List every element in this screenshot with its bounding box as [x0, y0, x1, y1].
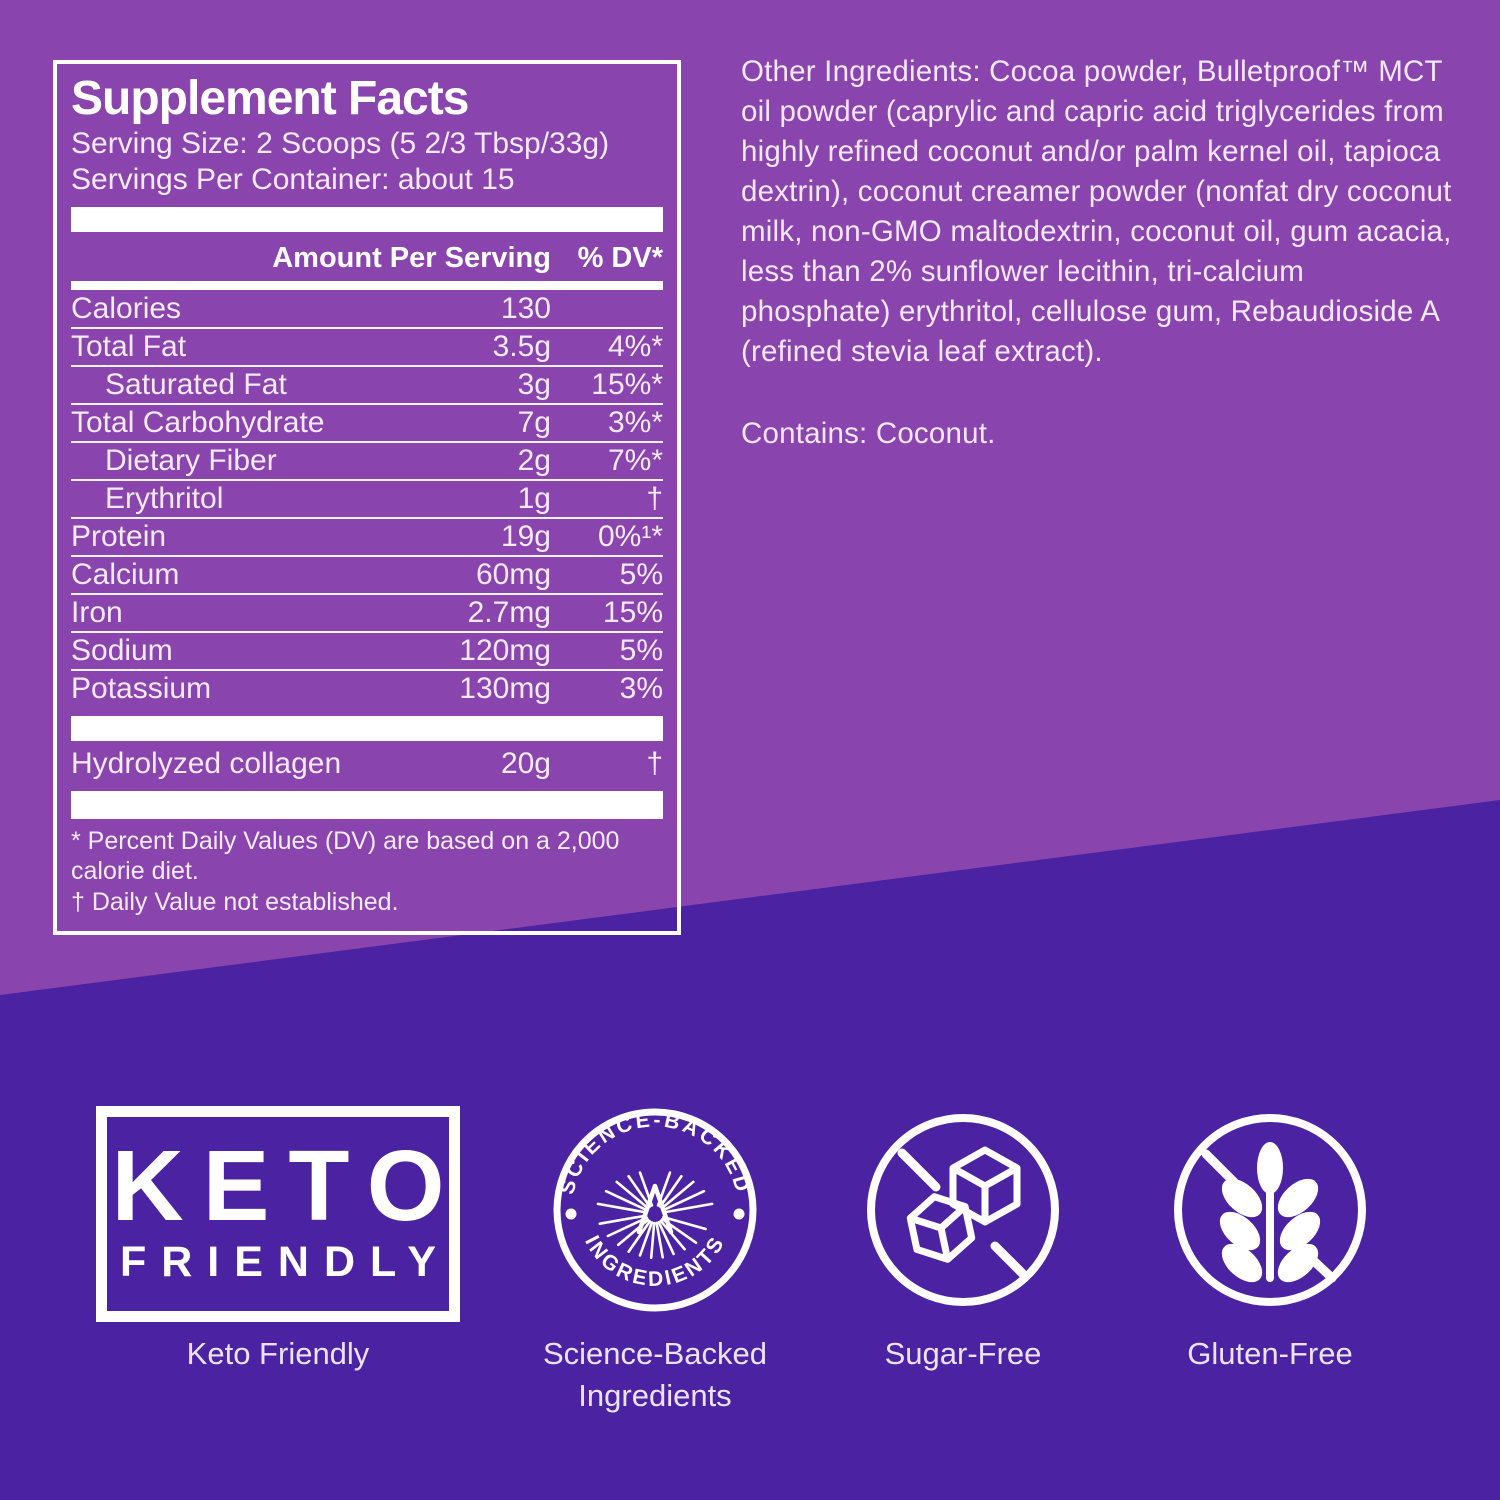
servings-per-container: Servings Per Container: about 15 — [71, 162, 515, 196]
nutrient-dv: † — [646, 481, 663, 515]
nutrient-name: Calories — [71, 291, 182, 325]
keto-badge-line1: KETO — [111, 1129, 464, 1242]
table-row-protein — [71, 519, 663, 557]
nutrient-name: Calcium — [71, 557, 180, 591]
nutrient-name: Potassium — [71, 671, 212, 705]
nutrient-dv: 3% — [619, 671, 663, 705]
nutrient-name: Erythritol — [105, 481, 224, 515]
footnote-daily-values: * Percent Daily Values (DV) are based on a 2,000 calorie diet. — [71, 826, 620, 885]
ring-dot-right — [734, 1209, 745, 1220]
nutrient-amount: 7g — [517, 405, 551, 439]
gluten-free-caption: Gluten-Free — [1187, 1336, 1353, 1371]
gluten-free-icon — [1166, 1106, 1374, 1314]
divider-bar-thick — [71, 716, 663, 741]
nutrient-name: Sodium — [71, 633, 173, 667]
nutrient-amount: 3.5g — [492, 329, 551, 363]
nutrient-amount: 19g — [500, 519, 551, 553]
table-row-total-carbohydrate — [71, 405, 663, 443]
sugar-cube-bottom — [907, 1191, 975, 1265]
table-row-calories — [71, 291, 663, 329]
keto-friendly-caption: Keto Friendly — [186, 1336, 370, 1371]
nutrient-amount: 2g — [517, 443, 551, 477]
nutrient-amount: 2.7mg — [467, 595, 551, 629]
nutrient-dv: 7%* — [607, 443, 663, 477]
divider-bar-thick — [71, 207, 663, 232]
table-row-iron — [71, 595, 663, 633]
nutrient-amount: 20g — [500, 746, 551, 780]
divider-bar-medium — [71, 281, 663, 290]
table-row-hydrolyzed-collagen — [71, 746, 663, 782]
nutrient-name: Hydrolyzed collagen — [71, 746, 342, 780]
nutrient-amount: 130 — [500, 291, 551, 325]
footnote-dagger: † Daily Value not established. — [71, 887, 399, 916]
nutrient-dv: † — [646, 746, 663, 780]
sugar-free-icon — [859, 1106, 1067, 1314]
keto-friendly-badge — [96, 1106, 464, 1322]
table-row-potassium — [71, 671, 663, 707]
nutrient-dv: 4%* — [607, 329, 663, 363]
nutrient-dv: 5% — [619, 633, 663, 667]
table-row-saturated-fat — [71, 367, 663, 405]
nutrient-name: Protein — [71, 519, 167, 553]
table-row-calcium — [71, 557, 663, 595]
svg-text:SCIENCE-BACKED — [555, 1108, 754, 1196]
nutrient-amount: 3g — [517, 367, 551, 401]
nutrient-amount: 120mg — [459, 633, 551, 667]
ring-text-bottom: INGREDIENTS — [580, 1231, 730, 1291]
wheat-icon — [1213, 1142, 1327, 1289]
other-ingredients-section — [741, 52, 1459, 454]
keto-badge-line2: FRIENDLY — [119, 1237, 452, 1286]
table-row-erythritol — [71, 481, 663, 519]
nutrient-name: Saturated Fat — [105, 367, 287, 401]
other-ingredients-text: Other Ingredients: Cocoa powder, Bulletproof™ MCT oil powder (caprylic and capric acid triglycerides from highly refined coconut and/or palm kernel oil, tapioca dextrin), coconut creamer powder (nonfat dry coconut milk, non-GMO maltodextrin, coconut oil, gum acacia, less than 2% sunflower lecithin, tri-calcium phosphate) erythritol, cellulose gum, Rebaudioside A (refined stevia leaf extract). — [741, 55, 1452, 368]
nutrient-dv: 15% — [602, 595, 663, 629]
contains-text: Contains: Coconut. — [741, 417, 996, 450]
nutrient-dv: 0%¹* — [597, 519, 663, 553]
table-row-dietary-fiber — [71, 443, 663, 481]
nutrient-name: Dietary Fiber — [105, 443, 277, 477]
svg-text:INGREDIENTS — [580, 1231, 730, 1291]
science-backed-icon — [551, 1106, 759, 1314]
serving-size: Serving Size: 2 Scoops (5 2/3 Tbsp/33g) — [71, 126, 610, 160]
table-row-sodium — [71, 633, 663, 671]
sugar-free-caption: Sugar-Free — [884, 1336, 1042, 1371]
nutrient-amount: 60mg — [475, 557, 551, 591]
nutrient-dv: 15%* — [591, 367, 663, 401]
nutrient-dv: 3%* — [607, 405, 663, 439]
panel-title: Supplement Facts — [71, 72, 469, 125]
nutrient-amount: 130mg — [459, 671, 551, 705]
nutrient-name: Total Fat — [71, 329, 187, 363]
percent-dv-header: % DV* — [577, 241, 663, 274]
nutrient-name: Iron — [71, 595, 123, 629]
table-row-total-fat — [71, 329, 663, 367]
nutrient-name: Total Carbohydrate — [71, 405, 325, 439]
nutrient-amount: 1g — [517, 481, 551, 515]
divider-bar-thick — [71, 791, 663, 819]
ring-text-top: SCIENCE-BACKED — [555, 1108, 755, 1197]
nutrient-dv: 5% — [619, 557, 663, 591]
ring-dot-left — [566, 1209, 577, 1220]
amount-per-serving-header: Amount Per Serving — [272, 241, 551, 274]
science-backed-caption: Science-Backed Ingredients — [542, 1336, 767, 1413]
table-header — [71, 242, 663, 275]
supplement-facts-panel — [53, 60, 681, 935]
